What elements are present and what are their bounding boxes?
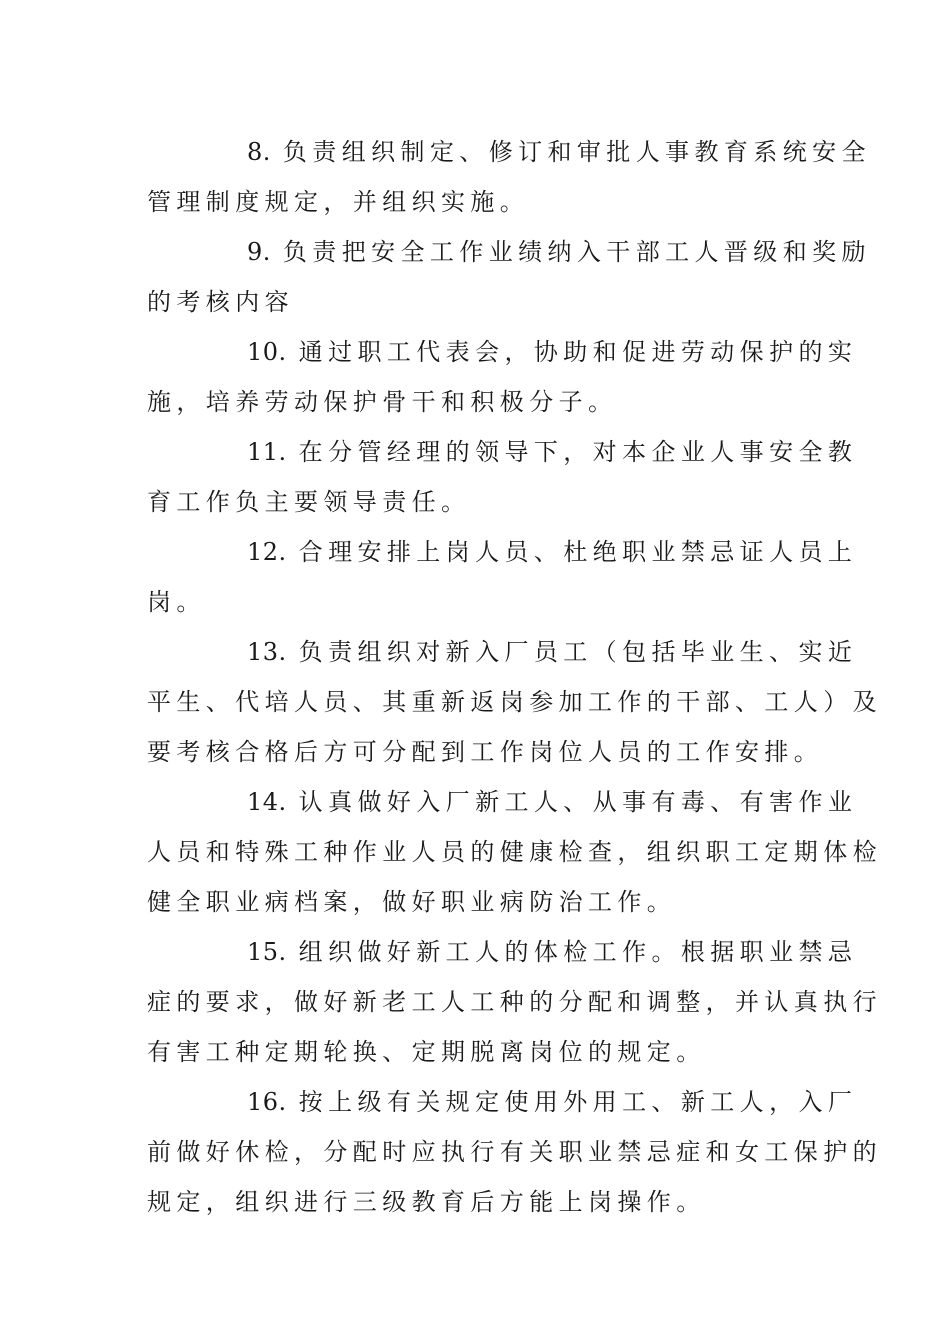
item-15-line-3: 有害工种定期轮换、定期脱离岗位的规定。 [147, 1038, 706, 1066]
item-text: 负责组织对新入厂员工（包括毕业生、实近 [298, 638, 858, 666]
item-11-line-1 [247, 435, 858, 469]
item-text: 负责组织制定、修订和审批人事教育系统安全 [282, 138, 871, 166]
item-14-line-2: 人员和特殊工种作业人员的健康检查，组织职工定期体检 [147, 838, 882, 866]
item-9-line-2: 的考核内容 [147, 288, 294, 316]
item-text: 在分管经理的领导下，对本企业人事安全教 [298, 438, 858, 466]
item-text: 合理安排上岗人员、杜绝职业禁忌证人员上 [298, 538, 858, 566]
item-number: 10. [247, 338, 287, 366]
item-9-line-1 [247, 235, 871, 269]
item-8-line-2: 管理制度规定，并组织实施。 [147, 188, 530, 216]
item-text: 认真做好入厂新工人、从事有毒、有害作业 [298, 788, 858, 816]
item-number: 14. [247, 788, 287, 816]
item-15-line-2: 症的要求，做好新老工人工种的分配和调整，并认真执行 [147, 988, 882, 1016]
item-14-line-3: 健全职业病档案，做好职业病防治工作。 [147, 888, 677, 916]
item-13-line-3: 要考核合格后方可分配到工作岗位人员的工作安排。 [147, 738, 824, 766]
item-10-line-1 [247, 335, 858, 369]
item-text: 通过职工代表会，协助和促进劳动保护的实 [298, 338, 858, 366]
item-12-line-2: 岗。 [147, 588, 206, 616]
item-16-line-3: 规定，组织进行三级教育后方能上岗操作。 [147, 1188, 706, 1216]
item-14-line-1 [247, 785, 858, 819]
item-8-line-1 [247, 135, 871, 169]
item-text: 组织做好新工人的体检工作。根据职业禁忌 [298, 938, 858, 966]
item-16-line-2: 前做好休检，分配时应执行有关职业禁忌症和女工保护的 [147, 1138, 882, 1166]
item-number: 12. [247, 538, 287, 566]
item-13-line-2: 平生、代培人员、其重新返岗参加工作的干部、工人）及 [147, 688, 882, 716]
item-number: 16. [247, 1088, 287, 1116]
item-text: 按上级有关规定使用外用工、新工人，入厂 [298, 1088, 858, 1116]
item-10-line-2: 施，培养劳动保护骨干和积极分子。 [147, 388, 618, 416]
item-number: 13. [247, 638, 287, 666]
item-13-line-1 [247, 635, 858, 669]
item-number: 15. [247, 938, 287, 966]
item-number: 9. [247, 238, 271, 266]
item-11-line-2: 育工作负主要领导责任。 [147, 488, 471, 516]
item-text: 负责把安全工作业绩纳入干部工人晋级和奖励 [282, 238, 871, 266]
item-number: 11. [247, 438, 287, 466]
item-16-line-1 [247, 1085, 858, 1119]
item-number: 8. [247, 138, 271, 166]
item-15-line-1 [247, 935, 858, 969]
item-12-line-1 [247, 535, 858, 569]
